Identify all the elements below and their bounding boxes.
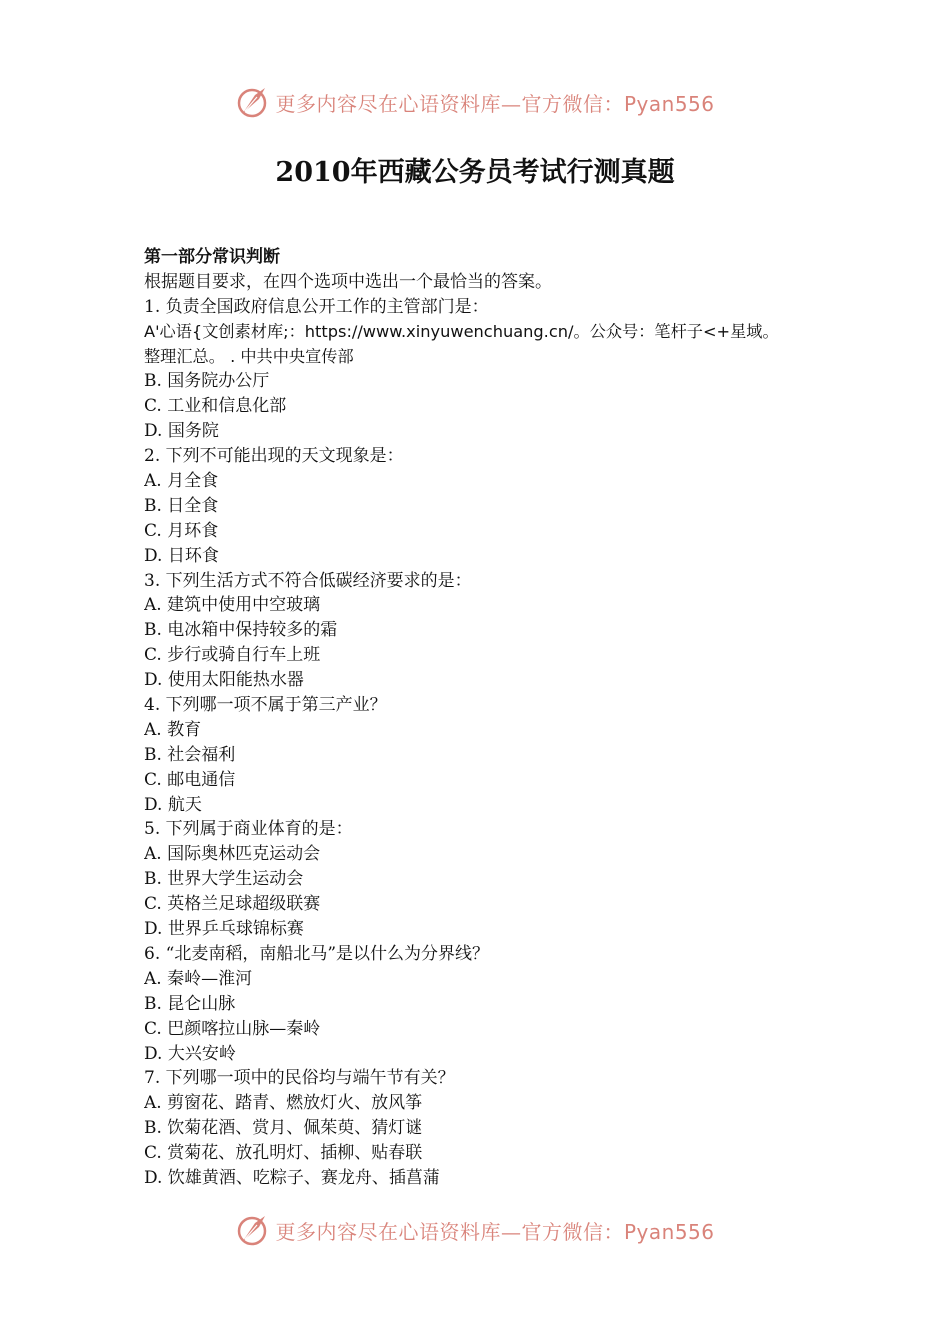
document-line: 3. 下列生活方式不符合低碳经济要求的是：	[144, 570, 472, 591]
document-line: C. 步行或骑自行车上班	[144, 645, 321, 666]
document-line: C. 英格兰足球超级联赛	[144, 894, 321, 915]
document-body	[144, 245, 834, 1191]
document-line: 6. “北麦南稻，南船北马”是以什么为分界线？	[144, 943, 490, 964]
document-line: D. 国务院	[144, 421, 219, 442]
document-line: 4. 下列哪一项不属于第三产业？	[144, 695, 387, 716]
quill-logo-icon	[235, 85, 269, 119]
document-line: B. 电冰箱中保持较多的霜	[144, 620, 338, 641]
document-line: A'心语{文创素材库;：https://www.xinyuwenchuang.cn/。公众号：笔杆子<+星域。	[144, 321, 779, 341]
document-line: C. 邮电通信	[144, 769, 236, 790]
question-list	[144, 295, 834, 1191]
document-line: D. 世界乒乓球锦标赛	[144, 919, 304, 940]
document-line: 5. 下列属于商业体育的是：	[144, 819, 353, 840]
watermark-banner-bottom	[0, 1210, 950, 1250]
document-line: D. 航天	[144, 794, 202, 815]
document-line: C. 赏菊花、放孔明灯、插柳、贴春联	[144, 1143, 423, 1164]
document-line: D. 使用太阳能热水器	[144, 670, 304, 691]
document-line: D. 日环食	[144, 545, 219, 566]
quill-logo-icon	[235, 1213, 269, 1247]
document-line: 整理汇总。 . 中共中央宣传部	[144, 346, 354, 366]
document-line: A. 月全食	[144, 471, 219, 492]
document-line: C. 巴颜喀拉山脉—秦岭	[144, 1018, 321, 1039]
watermark-text: 更多内容尽在心语资料库—官方微信：Pyan556	[275, 1219, 715, 1244]
document-line: C. 工业和信息化部	[144, 396, 287, 417]
document-line: B. 饮菊花酒、赏月、佩茱萸、猜灯谜	[144, 1118, 423, 1139]
document-line: A. 建筑中使用中空玻璃	[144, 595, 321, 616]
document-line: A. 剪窗花、踏青、燃放灯火、放风筝	[144, 1093, 423, 1114]
document-line: 1. 负责全国政府信息公开工作的主管部门是：	[144, 296, 489, 317]
page-title: 2010年西藏公务员考试行测真题	[275, 157, 675, 188]
document-line: D. 饮雄黄酒、吃粽子、赛龙舟、插菖蒲	[144, 1167, 440, 1188]
document-line: A. 国际奥林匹克运动会	[144, 844, 321, 865]
document-line: 2. 下列不可能出现的天文现象是：	[144, 446, 404, 467]
document-line: B. 国务院办公厅	[144, 371, 270, 392]
document-line: B. 世界大学生运动会	[144, 869, 304, 890]
section-heading: 第一部分常识判断	[144, 247, 280, 267]
document-line: B. 昆仑山脉	[144, 993, 236, 1014]
document-line: C. 月环食	[144, 520, 219, 541]
document-line: 7. 下列哪一项中的民俗均与端午节有关？	[144, 1068, 455, 1089]
watermark-text: 更多内容尽在心语资料库—官方微信：Pyan556	[275, 91, 715, 116]
document-line: B. 日全食	[144, 495, 219, 516]
watermark-banner-top	[0, 82, 950, 122]
document-line: B. 社会福利	[144, 744, 236, 765]
document-line: D. 大兴安岭	[144, 1043, 236, 1064]
document-line: A. 教育	[144, 719, 202, 740]
instruction-text: 根据题目要求，在四个选项中选出一个最恰当的答案。	[144, 271, 552, 292]
document-line: A. 秦岭—淮河	[144, 968, 253, 989]
